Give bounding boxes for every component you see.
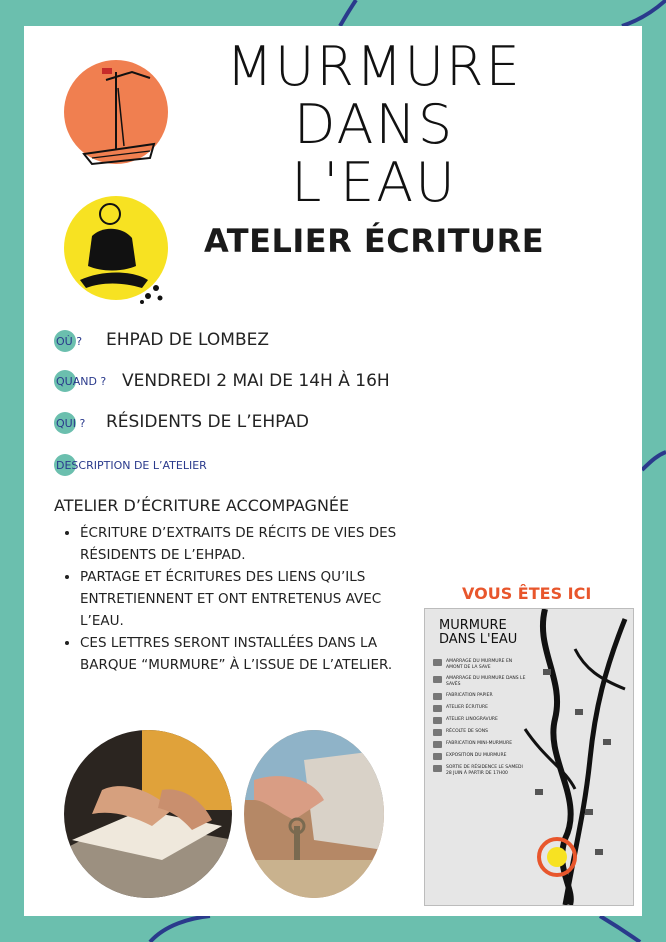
where-label: OÙ ?	[56, 335, 83, 348]
legend-item: FABRICATION PAPIER	[433, 693, 529, 700]
when-label: QUAND ?	[56, 375, 107, 388]
sailboat-icon	[62, 58, 172, 168]
workshop-title: ATELIER ÉCRITURE	[204, 222, 545, 260]
legend-icon	[433, 705, 442, 712]
legend-icon	[433, 753, 442, 760]
who-label: QUI ?	[56, 417, 86, 430]
when-value: VENDREDI 2 MAI DE 14H À 16H	[122, 371, 390, 391]
legend-item: FABRICATION MINI-MURMURE	[433, 741, 529, 748]
seated-writer-icon	[62, 196, 174, 306]
map-title-line-1: MURMURE	[439, 618, 507, 633]
location-map	[424, 608, 634, 906]
writing-photo	[62, 730, 234, 898]
legend-item: AMARRAGE DU MURMURE DANS LE SAVÈS	[433, 676, 529, 688]
legend-icon	[433, 729, 442, 736]
key-photo	[244, 730, 384, 898]
description-list	[54, 522, 420, 676]
list-item: • PARTAGE ET ÉCRITURES DES LIENS QU’ILS ENTRETIENNENT ET ONT ENTRETENUS AVEC L’EAU.	[80, 566, 420, 632]
legend-item: ATELIER LINOGRAVURE	[433, 717, 529, 724]
legend-icon	[433, 676, 442, 683]
legend-item: ATELIER ÉCRITURE	[433, 705, 529, 712]
description-label: DESCRIPTION DE L’ATELIER	[56, 459, 207, 472]
legend-icon	[433, 741, 442, 748]
legend-item: EXPOSITION DU MURMURE	[433, 753, 529, 760]
legend-icon	[433, 765, 442, 772]
map-heading: VOUS ÊTES ICI	[462, 584, 592, 603]
list-item: • ÉCRITURE D’EXTRAITS DE RÉCITS DE VIES DES RÉSIDENTS DE L’EHPAD.	[80, 522, 420, 566]
list-item: • CES LETTRES SERONT INSTALLÉES DANS LA BARQUE “MURMURE” À L’ISSUE DE L’ATELIER.	[80, 632, 420, 676]
legend-item: AMARRAGE DU MURMURE EN AMONT DE LA SAVE	[433, 659, 529, 671]
title-line-1: MURMURE	[226, 35, 522, 98]
legend-icon	[433, 659, 442, 666]
legend-item: RÉCOLTE DE SONS	[433, 729, 529, 736]
map-title	[439, 619, 517, 647]
map-legend	[433, 659, 529, 782]
poster-title	[224, 35, 524, 214]
where-value: EHPAD DE LOMBEZ	[106, 330, 270, 350]
title-line-2: DANS L'EAU	[291, 93, 457, 214]
legend-item: SORTIE DE RÉSIDENCE LE SAMEDI 28 JUIN À PARTIR DE 17H00	[433, 765, 529, 777]
legend-icon	[433, 693, 442, 700]
who-value: RÉSIDENTS DE L’EHPAD	[106, 412, 310, 432]
legend-icon	[433, 717, 442, 724]
section-heading: ATELIER D’ÉCRITURE ACCOMPAGNÉE	[54, 496, 350, 515]
poster-page	[24, 26, 642, 916]
map-title-line-2: DANS L'EAU	[439, 632, 518, 647]
